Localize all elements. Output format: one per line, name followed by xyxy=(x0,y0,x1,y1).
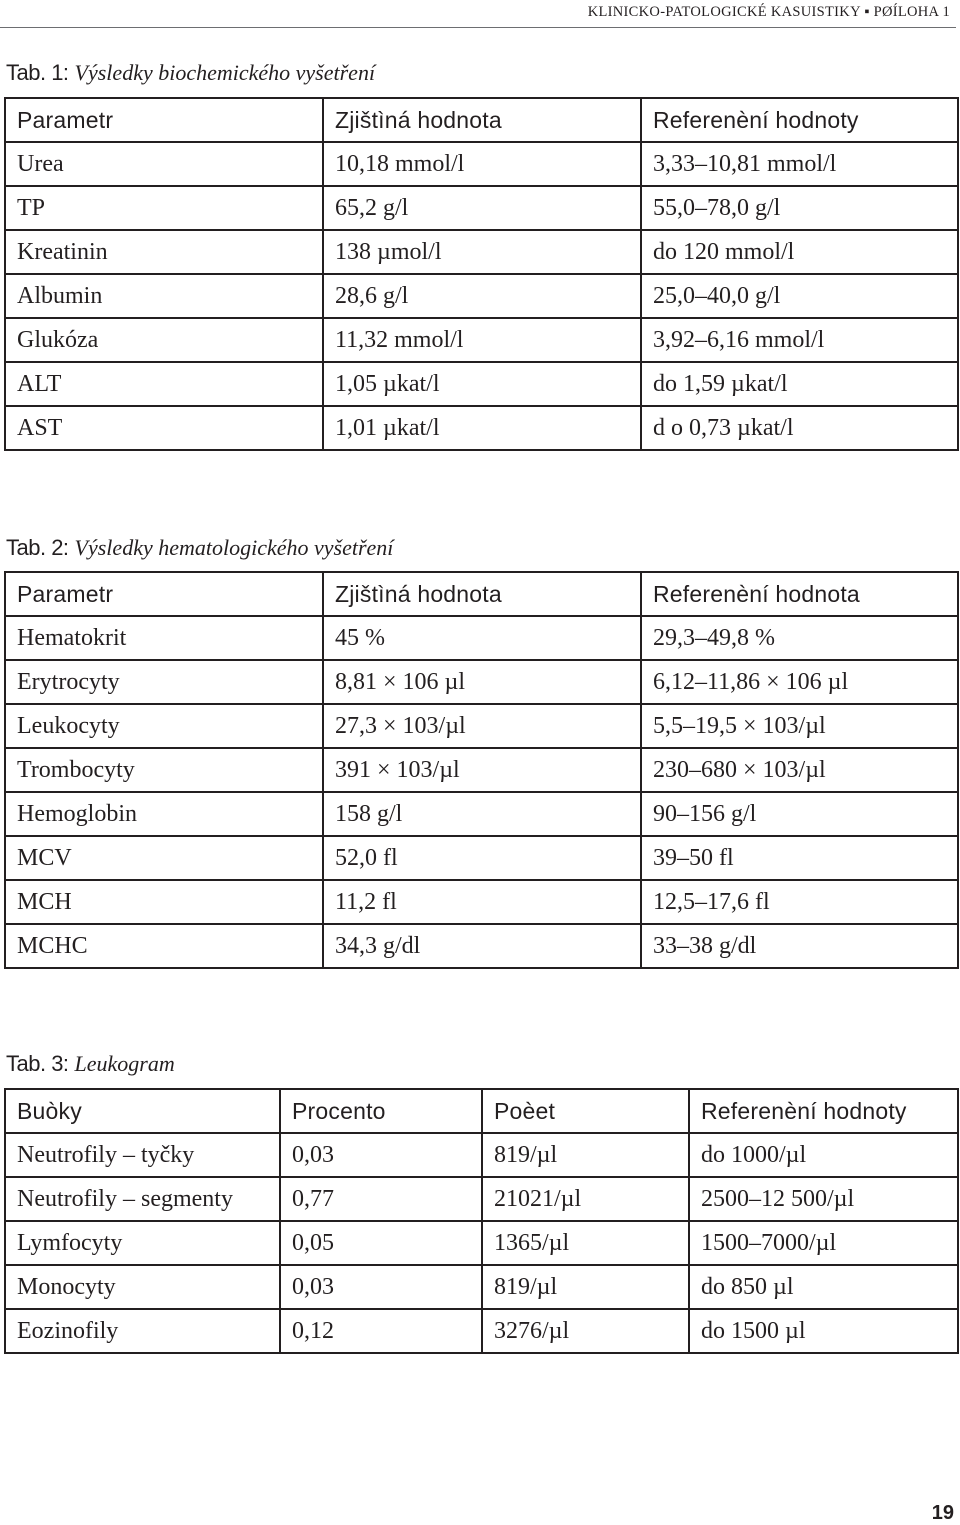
table-header-row xyxy=(5,572,958,616)
table-header-row xyxy=(5,1089,958,1133)
table-cell: 819/µl xyxy=(482,1133,689,1177)
table-cell: 0,03 xyxy=(280,1265,482,1309)
table-cell: do 1000/µl xyxy=(689,1133,958,1177)
table-cell: 3276/µl xyxy=(482,1309,689,1353)
table-1-label: Tab. 1: xyxy=(6,60,69,85)
column-header: Zjištìná hodnota xyxy=(323,98,641,142)
table-cell: 819/µl xyxy=(482,1265,689,1309)
table-cell: Eozinofily xyxy=(5,1309,280,1353)
table-cell: do 1,59 µkat/l xyxy=(641,362,958,406)
table-row xyxy=(5,924,958,968)
table-row xyxy=(5,792,958,836)
table-cell: 90–156 g/l xyxy=(641,792,958,836)
table-cell: Neutrofily – segmenty xyxy=(5,1177,280,1221)
table-cell: 8,81 × 106 µl xyxy=(323,660,641,704)
table-header-row xyxy=(5,98,958,142)
table-3-label: Tab. 3: xyxy=(6,1051,69,1076)
table-cell: Hemoglobin xyxy=(5,792,323,836)
table-cell: Glukóza xyxy=(5,318,323,362)
table-row xyxy=(5,142,958,186)
table-row xyxy=(5,880,958,924)
table-row xyxy=(5,318,958,362)
column-header: Poèet xyxy=(482,1089,689,1133)
table-row xyxy=(5,616,958,660)
table-cell: MCV xyxy=(5,836,323,880)
table-row xyxy=(5,704,958,748)
table-cell: 3,33–10,81 mmol/l xyxy=(641,142,958,186)
table-row xyxy=(5,1265,958,1309)
table-1-title: Výsledky biochemického vyšetření xyxy=(74,60,376,85)
column-header: Referenèní hodnoty xyxy=(689,1089,958,1133)
table-cell: 3,92–6,16 mmol/l xyxy=(641,318,958,362)
table-cell: Kreatinin xyxy=(5,230,323,274)
table-cell: Albumin xyxy=(5,274,323,318)
table-3-title: Leukogram xyxy=(74,1051,175,1076)
table-row xyxy=(5,186,958,230)
column-header: Zjištìná hodnota xyxy=(323,572,641,616)
table-row xyxy=(5,406,958,450)
table-cell: Hematokrit xyxy=(5,616,323,660)
table-3-caption xyxy=(6,1049,175,1079)
table-cell: 391 × 103/µl xyxy=(323,748,641,792)
table-cell: 2500–12 500/µl xyxy=(689,1177,958,1221)
table-cell: 6,12–11,86 × 106 µl xyxy=(641,660,958,704)
table-cell: d o 0,73 µkat/l xyxy=(641,406,958,450)
table-cell: 28,6 g/l xyxy=(323,274,641,318)
table-row xyxy=(5,748,958,792)
table-cell: ALT xyxy=(5,362,323,406)
table-cell: MCHC xyxy=(5,924,323,968)
table-row xyxy=(5,362,958,406)
table-cell: 0,03 xyxy=(280,1133,482,1177)
column-header: Parametr xyxy=(5,98,323,142)
table-cell: Monocyty xyxy=(5,1265,280,1309)
table-1-caption xyxy=(6,58,375,88)
column-header: Referenèní hodnoty xyxy=(641,98,958,142)
running-head-text: KLINICKO-PATOLOGICKÉ KASUISTIKY ▪ PØÍLOHA 1 xyxy=(587,4,950,20)
table-row xyxy=(5,1221,958,1265)
table-cell: Leukocyty xyxy=(5,704,323,748)
table-2-title: Výsledky hematologického vyšetření xyxy=(74,535,394,560)
table-cell: 11,32 mmol/l xyxy=(323,318,641,362)
column-header: Referenèní hodnota xyxy=(641,572,958,616)
table-cell: 11,2 fl xyxy=(323,880,641,924)
table-cell: 34,3 g/dl xyxy=(323,924,641,968)
table-cell: 33–38 g/dl xyxy=(641,924,958,968)
table-cell: 25,0–40,0 g/l xyxy=(641,274,958,318)
table-cell: 55,0–78,0 g/l xyxy=(641,186,958,230)
table-cell: AST xyxy=(5,406,323,450)
table-cell: Urea xyxy=(5,142,323,186)
hematology-table xyxy=(4,571,959,969)
biochemistry-table xyxy=(4,97,959,451)
table-cell: Trombocyty xyxy=(5,748,323,792)
table-cell: 0,05 xyxy=(280,1221,482,1265)
table-cell: 39–50 fl xyxy=(641,836,958,880)
table-cell: 1500–7000/µl xyxy=(689,1221,958,1265)
table-2-caption xyxy=(6,533,393,563)
table-cell: 5,5–19,5 × 103/µl xyxy=(641,704,958,748)
table-row xyxy=(5,836,958,880)
leukogram-table xyxy=(4,1088,959,1354)
table-cell: 29,3–49,8 % xyxy=(641,616,958,660)
table-cell: Lymfocyty xyxy=(5,1221,280,1265)
table-row xyxy=(5,1309,958,1353)
table-2-label: Tab. 2: xyxy=(6,535,69,560)
table-cell: 27,3 × 103/µl xyxy=(323,704,641,748)
table-cell: do 1500 µl xyxy=(689,1309,958,1353)
table-row xyxy=(5,230,958,274)
running-head xyxy=(0,0,956,28)
table-cell: 10,18 mmol/l xyxy=(323,142,641,186)
table-cell: 12,5–17,6 fl xyxy=(641,880,958,924)
column-header: Procento xyxy=(280,1089,482,1133)
table-cell: 52,0 fl xyxy=(323,836,641,880)
table-cell: do 850 µl xyxy=(689,1265,958,1309)
table-cell: 65,2 g/l xyxy=(323,186,641,230)
table-row xyxy=(5,274,958,318)
table-cell: Neutrofily – tyčky xyxy=(5,1133,280,1177)
page-number: 19 xyxy=(931,1502,954,1524)
table-cell: 1,01 µkat/l xyxy=(323,406,641,450)
table-cell: TP xyxy=(5,186,323,230)
table-row xyxy=(5,660,958,704)
column-header: Parametr xyxy=(5,572,323,616)
table-cell: 1365/µl xyxy=(482,1221,689,1265)
table-cell: MCH xyxy=(5,880,323,924)
table-cell: 158 g/l xyxy=(323,792,641,836)
table-cell: 0,12 xyxy=(280,1309,482,1353)
table-cell: 45 % xyxy=(323,616,641,660)
column-header: Buòky xyxy=(5,1089,280,1133)
table-row xyxy=(5,1133,958,1177)
table-cell: 0,77 xyxy=(280,1177,482,1221)
table-cell: 230–680 × 103/µl xyxy=(641,748,958,792)
table-cell: Erytrocyty xyxy=(5,660,323,704)
table-cell: 1,05 µkat/l xyxy=(323,362,641,406)
table-row xyxy=(5,1177,958,1221)
table-cell: 138 µmol/l xyxy=(323,230,641,274)
table-cell: 21021/µl xyxy=(482,1177,689,1221)
table-cell: do 120 mmol/l xyxy=(641,230,958,274)
